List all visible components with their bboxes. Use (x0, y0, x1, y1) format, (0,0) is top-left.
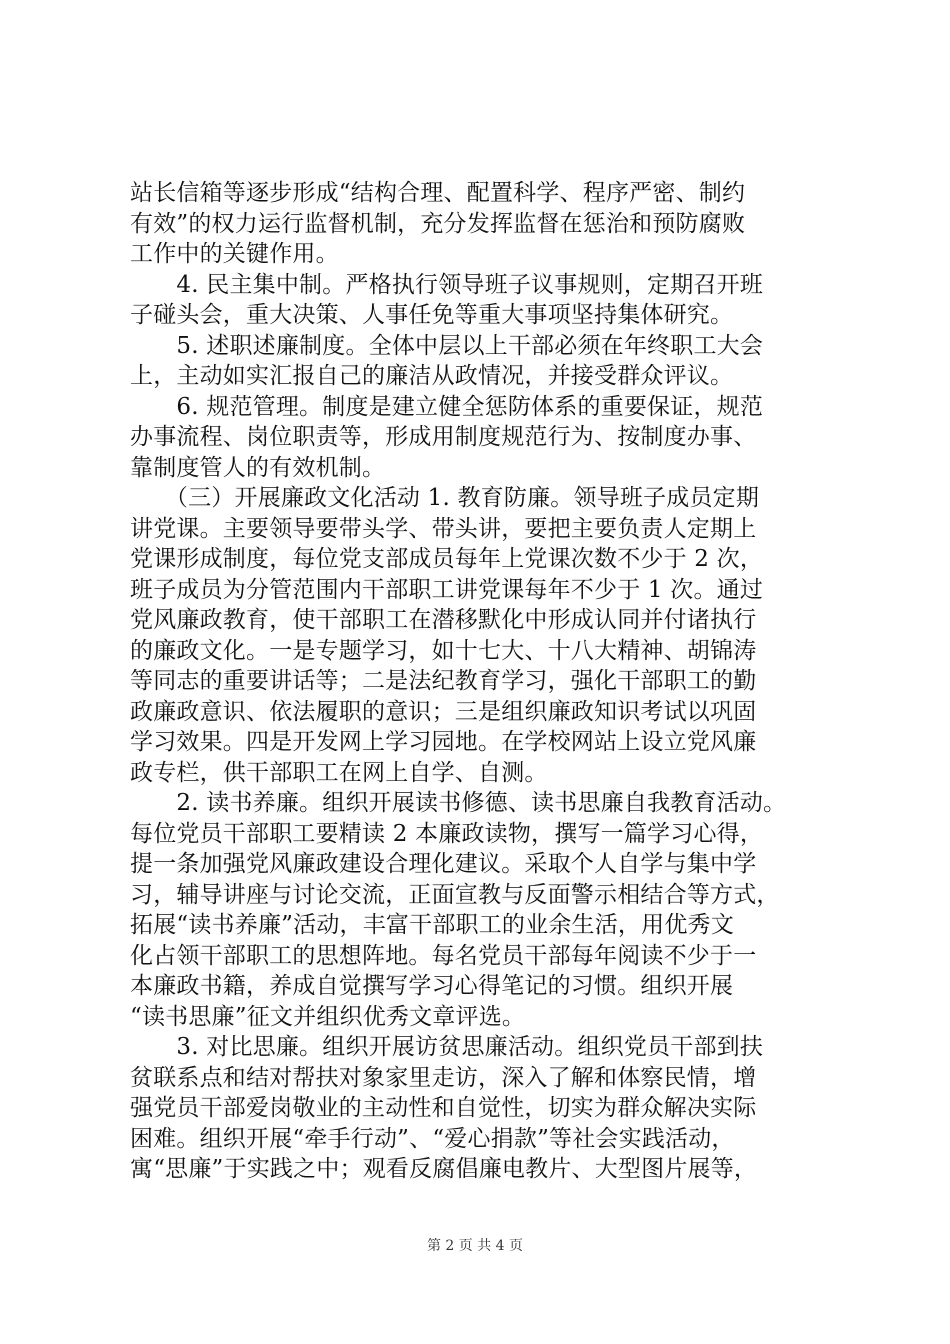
text-line: 政廉政意识、依法履职的意识；三是组织廉政知识考试以巩固 (130, 698, 757, 725)
text-line: 3. 对比思廉。组织开展访贫思廉活动。组织党员干部到扶 (130, 1034, 764, 1060)
text-line: “读书思廉”征文并组织优秀文章评选。 (130, 1003, 526, 1030)
text-line: 强党员干部爱岗敬业的主动性和自觉性，切实为群众解决实际 (130, 1095, 757, 1121)
text-line: 办事流程、岗位职责等，形成用制度规范行为、按制度办事、 (130, 424, 757, 450)
text-line: 本廉政书籍，养成自觉撰写学习心得笔记的习惯。组织开展 (130, 973, 734, 999)
text-line: 学习效果。四是开发网上学习园地。在学校网站上设立党风廉 (130, 729, 757, 755)
text-line: 化占领干部职工的思想阵地。每名党员干部每年阅读不少于一 (130, 942, 757, 969)
text-line: 4. 民主集中制。严格执行领导班子议事规则，定期召开班 (130, 271, 764, 298)
text-line: 站长信箱等逐步形成“结构合理、配置科学、程序严密、制约 (130, 180, 746, 206)
text-line: 寓“思廉”于实践之中；观看反腐倡廉电教片、大型图片展等， (130, 1156, 758, 1182)
text-line: 困难。组织开展“牵手行动”、“爱心捐款”等社会实践活动， (130, 1125, 735, 1152)
text-line: 工作中的关键作用。 (130, 241, 339, 267)
text-line: 的廉政文化。一是专题学习，如十七大、十八大精神、胡锦涛 (130, 637, 757, 664)
text-line: 贫联系点和结对帮扶对象家里走访，深入了解和体察民情，增 (130, 1064, 757, 1091)
text-line: 子碰头会，重大决策、人事任免等重大事项坚持集体研究。 (130, 302, 734, 328)
text-line: 每位党员干部职工要精读 2 本廉政读物，撰写一篇学习心得， (130, 820, 764, 847)
text-line: 5. 述职述廉制度。全体中层以上干部必须在年终职工大会 (130, 332, 764, 359)
text-line: 提一条加强党风廉政建设合理化建议。采取个人自学与集中学 (130, 851, 757, 877)
text-line: 6. 规范管理。制度是建立健全惩防体系的重要保证，规范 (130, 393, 764, 420)
text-line: （三）开展廉政文化活动 1. 教育防廉。领导班子成员定期 (130, 485, 760, 511)
text-line: 政专栏，供干部职工在网上自学、自测。 (130, 759, 548, 786)
text-line: 拓展“读书养廉”活动，丰富干部职工的业余生活，用优秀文 (130, 912, 734, 938)
text-line: 有效”的权力运行监督机制，充分发挥监督在惩治和预防腐败 (130, 210, 746, 237)
text-line: 习，辅导讲座与讨论交流，正面宣教与反面警示相结合等方式， (130, 881, 780, 908)
text-line: 党风廉政教育，使干部职工在潜移默化中形成认同并付诸执行 (130, 607, 757, 633)
text-line: 2. 读书养廉。组织开展读书修德、读书思廉自我教育活动。 (130, 790, 787, 816)
text-line: 班子成员为分管范围内干部职工讲党课每年不少于 1 次。通过 (130, 576, 764, 603)
text-line: 讲党课。主要领导要带头学、带头讲，要把主要负责人定期上 (130, 515, 757, 542)
text-line: 上，主动如实汇报自己的廉洁从政情况，并接受群众评议。 (130, 363, 734, 389)
text-line: 等同志的重要讲话等；二是法纪教育学习，强化干部职工的勤 (130, 668, 757, 694)
text-line: 靠制度管人的有效机制。 (130, 454, 386, 481)
text-line: 党课形成制度，每位党支部成员每年上党课次数不少于 2 次， (130, 546, 764, 572)
page-footer: 第 2 页 共 4 页 (426, 1238, 524, 1254)
